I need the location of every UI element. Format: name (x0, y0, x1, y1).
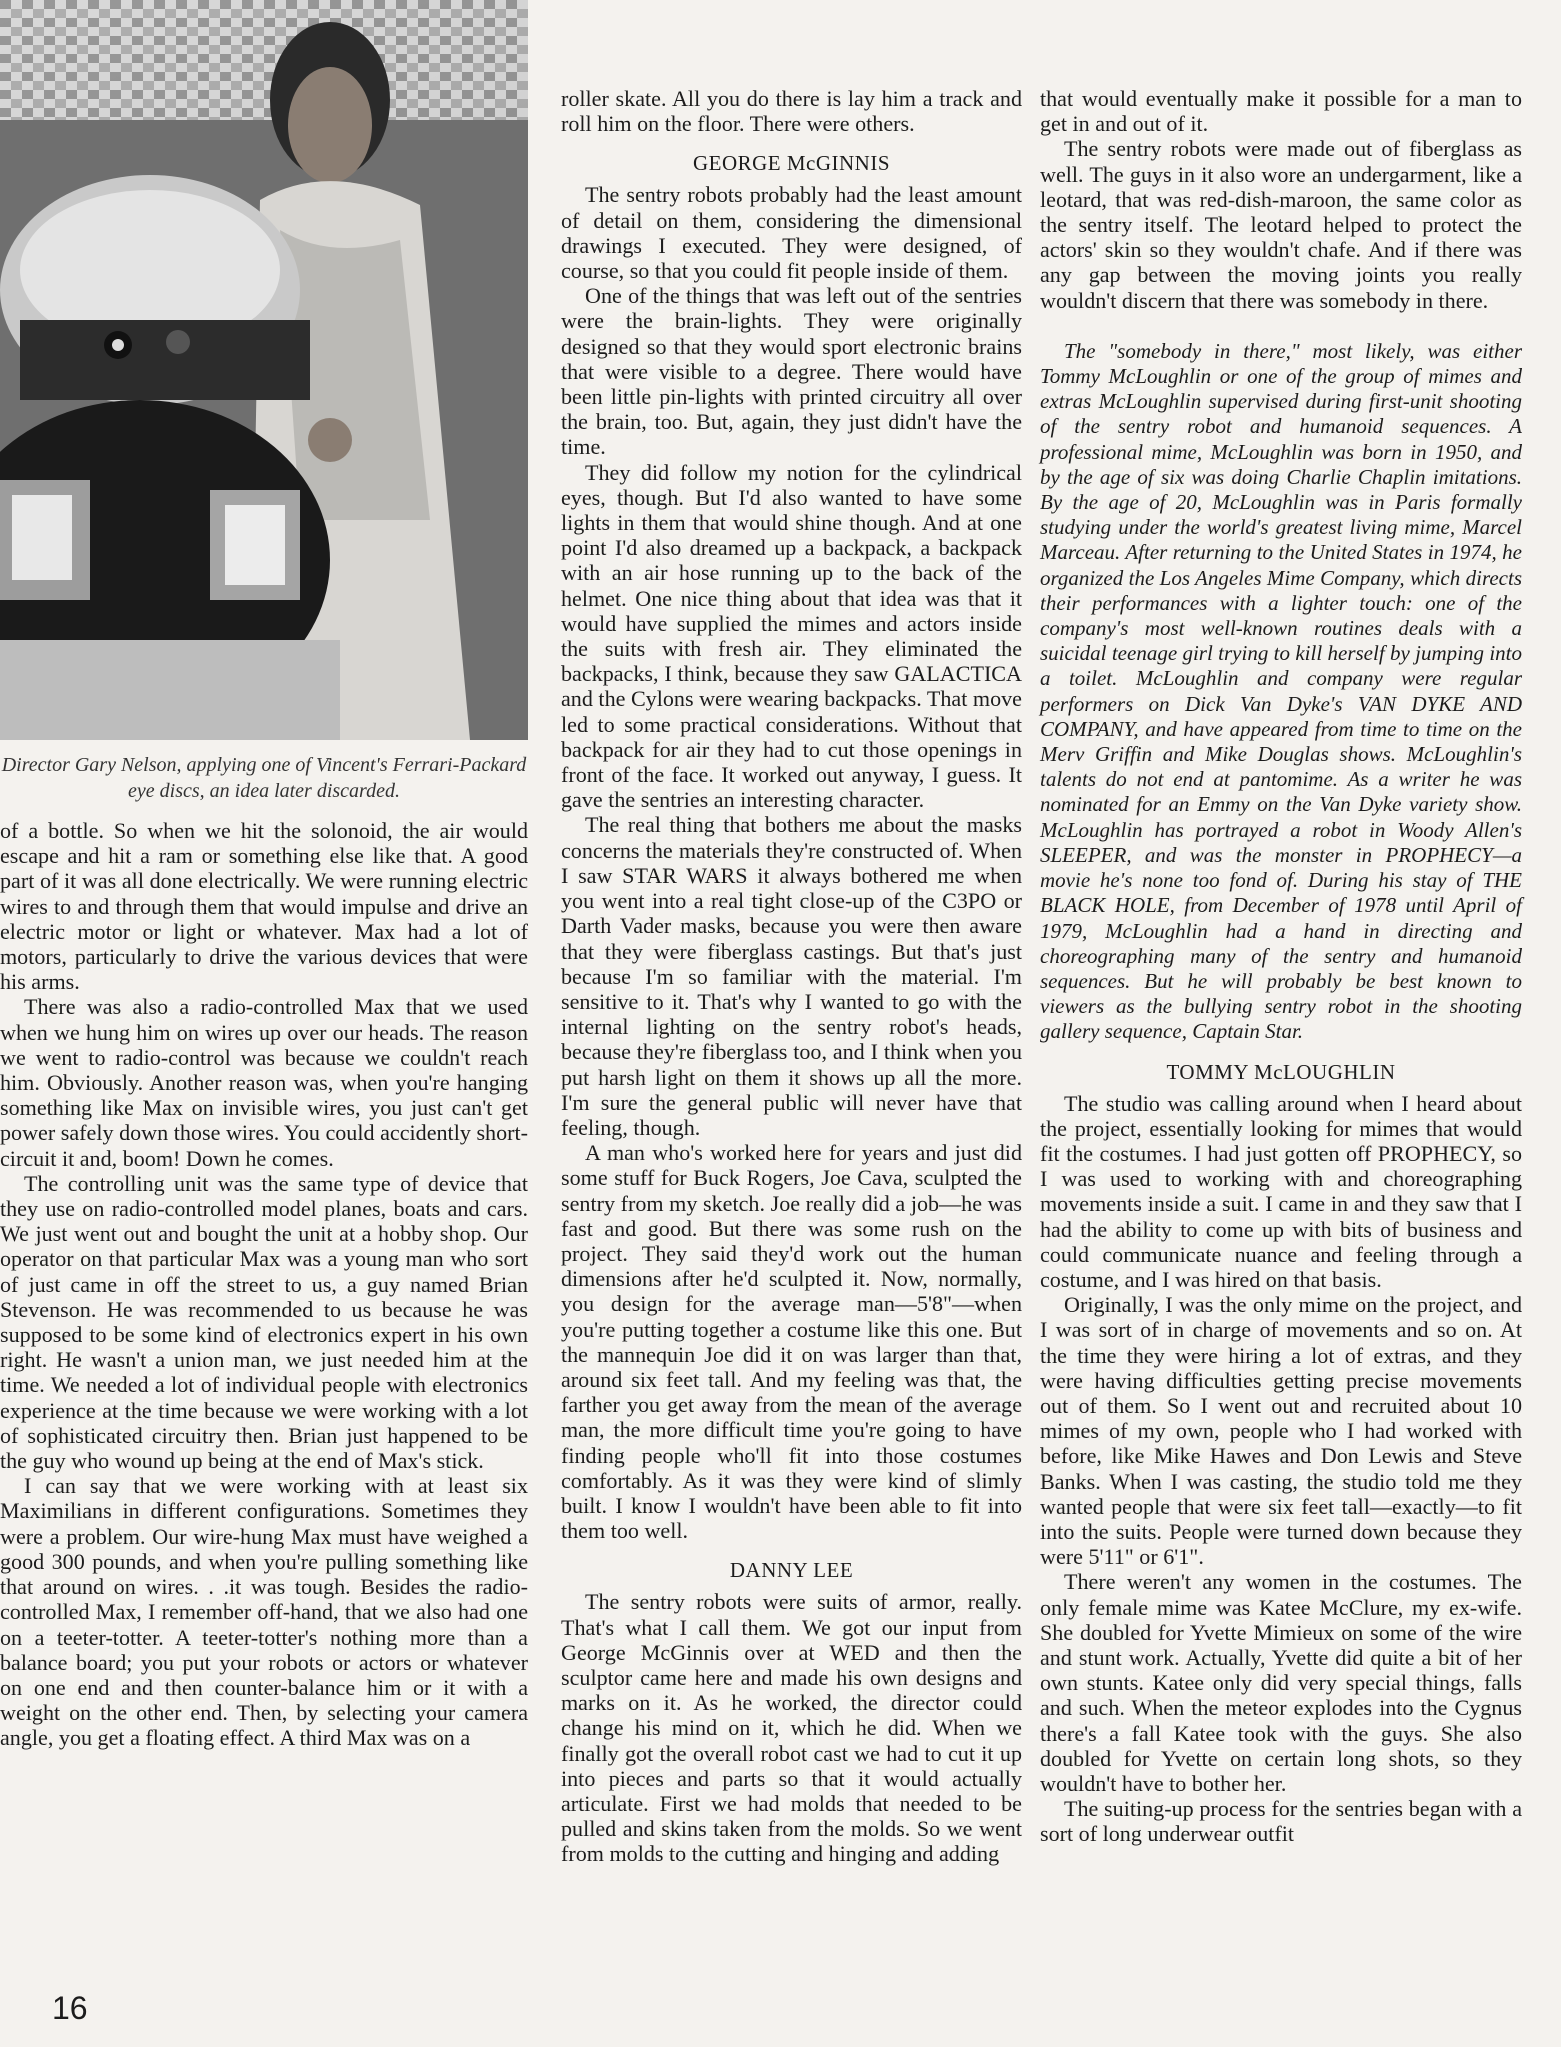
section-heading-danny-lee: DANNY LEE (729, 1558, 854, 1583)
paragraph: The studio was calling around when I heard about the project, essentially looking for mimes that would fit the costumes. I had just gotten off PROPHECY, so I was used to working with and choreographing movements inside a suit. I came in and they saw that I had the ability to come up with bits of business and could communicate nuance and feeling through a costume, and I was hired on that basis. (1040, 1090, 1522, 1292)
column-middle (561, 86, 1022, 1867)
column-right (1040, 86, 1522, 1847)
paragraph: that would eventually make it possible for a man to get in and out of it. (1040, 86, 1522, 137)
photo-director-with-robot (0, 0, 528, 740)
paragraph: A man who's worked here for years and just did some stuff for Buck Rogers, Joe Cava, sculpted the sentry from my sketch. Joe really did a job—he was fast and good. But there was some rush on the project. They said they'd work out the human dimensions after he'd sculpted it. Now, normally, you design for the average man—5'8"—when you're putting together a costume like this one. But the mannequin Joe did it on was larger than that, around six feet tall. And my feeling was that, the farther you get away from the mean of the average man, the more difficult time you're going to have finding people who'll fit into those costumes comfortably. As it was they were kind of slimly built. I know I wouldn't have been able to fit into them too well. (561, 1140, 1022, 1544)
paragraph: The suiting-up process for the sentries began with a sort of long underwear outfit (1040, 1796, 1522, 1847)
paragraph: The real thing that bothers me about the masks concerns the materials they're constructed of. When I saw STAR WARS it always bothered me when you went into a real tight close-up of the C3PO or Darth Vader masks, because you were then aware that they were fiberglass castings. But that's just because I'm so familiar with the material. I'm sensitive to it. That's why I wanted to go with the internal lighting on the sentry robot's heads, because they're fiberglass too, and I think when you put harsh light on them it shows up all the more. I'm sure the general public will never have that feeling, though. (561, 812, 1022, 1140)
paragraph: One of the things that was left out of the sentries were the brain-lights. They were originally designed so that they would sport electronic brains that were visible to a degree. There would have been little pin-lights with printed circuitry all over the brain, too. But, again, they just didn't have the time. (561, 283, 1022, 460)
section-heading-george-mcginnis: GEORGE McGINNIS (692, 151, 891, 176)
page-number: 16 (52, 1990, 88, 2026)
photo-caption: Director Gary Nelson, applying one of Vincent's Ferrari-Packard eye discs, an idea later discarded. (1, 754, 527, 802)
paragraph: They did follow my notion for the cylindrical eyes, though. But I'd also wanted to have some lights in them that would shine though. And at one point I'd also dreamed up a backpack, a backpack with an air hose running up to the back of the helmet. One nice thing about that idea was that it would have supplied the mimes and actors inside the suits with fresh air. They eliminated the backpacks, I think, because they saw GALACTICA and the Cylons were wearing backpacks. That move led to some practical considerations. Without that backpack for air they had to cut those openings in front of the face. It worked out anyway, I guess. It gave the sentries an interesting character. (561, 459, 1022, 813)
italic-editorial-note: The "somebody in there," most likely, was either Tommy McLoughlin or one of the group of mimes and extras McLoughlin supervised during first-unit shooting of the sentry robot and humanoid sequences. A professional mime, McLoughlin was born in 1950, and by the age of six was doing Charlie Chaplin imitations. By the age of 20, McLoughlin was in Paris formally studying under the world's greatest living mime, Marcel Marceau. After returning to the United States in 1974, he organized the Los Angeles Mime Company, which directs their performances with a lighter touch: one of the company's most well-known routines deals with a suicidal teenage girl trying to kill herself by jumping into a toilet. McLoughlin and company were regular performers on Dick Van Dyke's VAN DYKE AND COMPANY, and have appeared from time to time on the Merv Griffin and Mike Douglas shows. McLoughlin's talents do not end at pantomime. As a writer he was nominated for an Emmy on the Van Dyke variety show. McLoughlin has portrayed a robot in Woody Allen's SLEEPER, and was the monster in PROPHECY—a movie he's none too fond of. During his stay of THE BLACK HOLE, from December of 1978 until April of 1979, McLoughlin had a hand in directing and choreographing many of the sentry and humanoid sequences. But he will probably be best known to viewers as the bullying sentry robot in the shooting gallery sequence, Captain Star. (1040, 338, 1522, 1044)
photo-illustration (0, 0, 528, 740)
section-heading-tommy-mcloughlin: TOMMY McLOUGHLIN (1166, 1059, 1396, 1084)
paragraph: The sentry robots were made out of fiberglass as well. The guys in it also wore an undergarment, like a leotard, that was red-dish-maroon, the same color as the sentry itself. The leotard helped to protect the actors' skin so they wouldn't chafe. And if there was any gap between the moving joints you really wouldn't discern that there was somebody in there. (1040, 136, 1522, 313)
paragraph: The controlling unit was the same type of device that they use on radio-controlled model planes, boats and cars. We just went out and bought the unit at a hobby shop. Our operator on that particular Max was a young man who sort of just came in off the street to us, a guy named Brian Stevenson. He was recommended to us because he was supposed to be some kind of electronics expert in his own right. He wasn't a union man, we just needed him at the time. We needed a lot of individual people with electronics experience at the time because we were working with a lot of sophisticated circuitry then. Brian just happened to be the guy who wound up being at the end of Max's stick. (0, 1170, 528, 1474)
paragraph: The sentry robots probably had the least amount of detail on them, considering the dimensional drawings I executed. They were designed, of course, so that you could fit people inside of them. (561, 182, 1022, 284)
paragraph: There was also a radio-controlled Max that we used when we hung him on wires up over our heads. The reason we went to radio-control was because we couldn't reach him. Obviously. Another reason was, when you're hanging something like Max on invisible wires, you just can't get power safely down those wires. You could accidently short-circuit it and, boom! Down he comes. (0, 994, 528, 1171)
paragraph: of a bottle. So when we hit the solonoid, the air would escape and hit a ram or something else like that. A good part of it was all done electrically. We were running electric wires to and through them that would impulse and drive an electric motor or light or whatever. Max had a lot of motors, particularly to drive the various devices that were his arms. (0, 818, 528, 995)
paragraph: Originally, I was the only mime on the project, and I was sort of in charge of movements and so on. At the time they were hiring a lot of extras, and they were having difficulties getting precise movements out of them. So I went out and recruited about 10 mimes of my own, people who I had worked with before, like Mike Hawes and Don Lewis and Steve Banks. When I was casting, the studio told me they wanted people that were six feet tall—exactly—to fit into the suits. People were turned down because they were 5'11" or 6'1". (1040, 1292, 1522, 1570)
paragraph: I can say that we were working with at least six Maximilians in different configurations. Sometimes they were a problem. Our wire-hung Max must have weighed a good 300 pounds, and when you're pulling something like that around on wires. . .it was tough. Besides the radio-controlled Max, I remember off-hand, that we also had one on a teeter-totter. A teeter-totter's nothing more than a balance board; you put your robots or actors or whatever on one end and then counter-balance him or it with a weight on the other end. Then, by selecting your camera angle, you get a floating effect. A third Max was on a (0, 1473, 528, 1751)
paragraph: There weren't any women in the costumes. The only female mime was Katee McClure, my ex-wife. She doubled for Yvette Mimieux on some of the wire and stunt work. Actually, Yvette did quite a bit of her own stunts. Katee only did very special things, falls and such. When the meteor explodes into the Cygnus there's a fall Katee took with the guys. She also doubled for Yvette on certain long shots, so they wouldn't have to bother her. (1040, 1569, 1522, 1796)
column-left (0, 818, 528, 1751)
paragraph: The sentry robots were suits of armor, really. That's what I call them. We got our input from George McGinnis over at WED and then the sculptor came here and made his own designs and marks on it. As he worked, the director could change his mind on it, which he did. When we finally got the overall robot cast we had to cut it up into pieces and parts so that it would actually articulate. First we had molds that needed to be pulled and skins taken from the molds. So we went from molds to the cutting and hinging and adding (561, 1589, 1022, 1867)
paragraph: roller skate. All you do there is lay him a track and roll him on the floor. There were others. (561, 86, 1022, 137)
